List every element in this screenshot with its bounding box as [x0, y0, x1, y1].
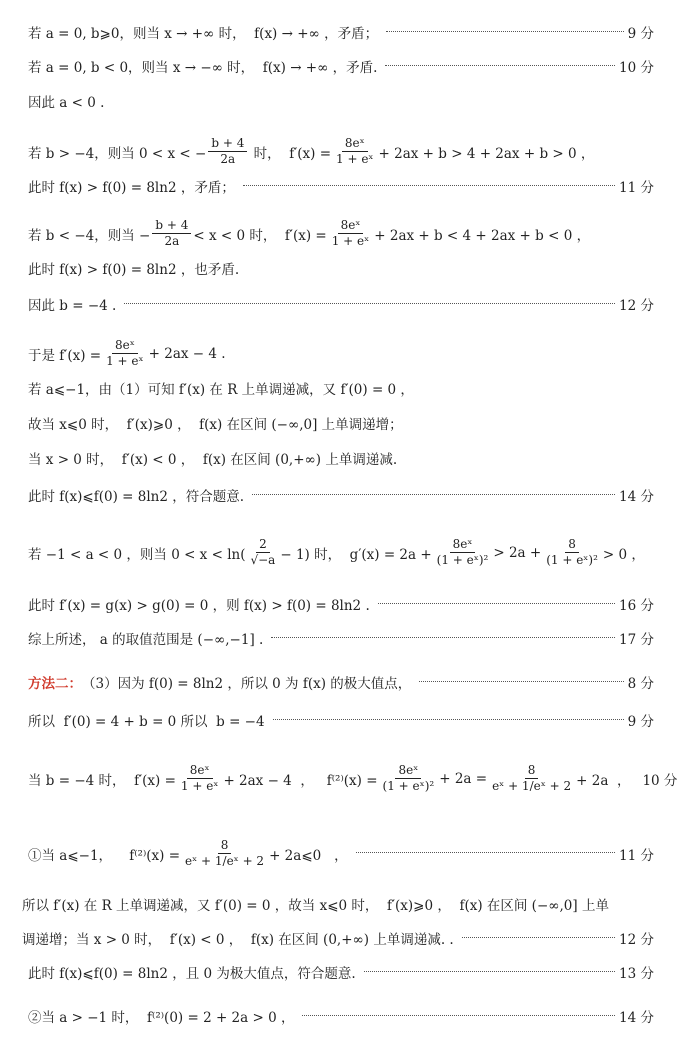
dot-leader — [364, 970, 615, 972]
line-text: 当 x > 0 时， f′(x) < 0 ， f(x) 在区间 (0,+∞) 上单调递减. — [28, 452, 398, 468]
line-text: 故当 x⩽0 时， f′(x)⩾0 ， f(x) 在区间 (−∞,0] 上单调递增； — [28, 417, 403, 433]
fraction — [489, 763, 574, 794]
line-text: 因此 a < 0 . — [28, 95, 105, 111]
solution-line — [28, 710, 654, 730]
fraction-denominator: 1 + eˣ — [336, 152, 374, 166]
line-text: 此时 f(x) > f(0) = 8ln2 ，矛盾； — [28, 180, 235, 196]
dot-leader — [385, 64, 615, 66]
dot-leader — [273, 718, 624, 720]
fraction — [178, 763, 222, 794]
line-text: （3）因为 f(0) = 8ln2 ，所以 0 为 f(x) 的极大值点， — [82, 676, 412, 692]
line-text: > 2a + — [493, 544, 542, 561]
line-text: 此时 f(x) > f(0) = 8ln2 ，也矛盾. — [28, 262, 240, 278]
solution-line — [28, 537, 654, 568]
score-label: 9 分 — [627, 26, 654, 42]
score-label: 14 分 — [619, 1010, 654, 1026]
score-label: 12 分 — [619, 932, 654, 948]
dot-leader — [419, 680, 623, 682]
line-text: > 0 ， — [602, 546, 645, 563]
line-text: 所以 f′(x) 在 R 上单调递减，又 f′(0) = 0 ，故当 x⩽0 时， f′(x)⩾0 ， f(x) 在区间 (−∞,0] 上单 — [22, 898, 609, 914]
line-text: − 1) 时， g′(x) = 2a + — [280, 546, 432, 563]
line-text: + 2a⩽0 ， — [269, 847, 348, 864]
score-label: 10 分 — [642, 772, 678, 789]
line-text: 调递增；当 x > 0 时， f′(x) < 0 ， f(x) 在区间 (0,+∞) 上单调递减. . — [22, 932, 454, 948]
fraction-numerator: 8eˣ — [112, 338, 138, 354]
solution-line — [28, 176, 654, 196]
line-text: 当 b = −4 时， f′(x) = — [28, 772, 176, 789]
line-text: < x < 0 时， f′(x) = — [193, 227, 327, 244]
dot-leader — [271, 636, 615, 638]
dot-leader — [462, 936, 615, 938]
fraction-denominator: 1 + eˣ — [180, 779, 219, 793]
fraction-denominator: eˣ + 1/eˣ + 2 — [185, 854, 265, 868]
score-label: 10 分 — [619, 60, 654, 76]
solution-line — [28, 448, 654, 468]
fraction — [182, 838, 267, 869]
fraction-numerator: 8eˣ — [342, 136, 368, 152]
fraction — [152, 218, 191, 249]
fraction — [208, 136, 247, 167]
solution-line — [28, 962, 654, 982]
fraction-numerator: 2 — [256, 537, 270, 553]
line-text: + 2ax + b < 4 + 2ax + b < 0 ， — [374, 227, 591, 244]
line-text: ②当 a > −1 时， f⁽²⁾(0) = 2 + 2a > 0 ， — [28, 1010, 295, 1026]
line-text: 若 −1 < a < 0 ，则当 0 < x < ln( — [28, 546, 246, 563]
fraction-denominator: 2a — [220, 152, 236, 166]
score-label: 11 分 — [619, 847, 654, 864]
fraction-numerator: 8eˣ — [395, 763, 421, 779]
line-text: 若 b < −4，则当 − — [28, 227, 151, 244]
fraction — [333, 136, 377, 167]
dot-leader — [386, 30, 624, 32]
fraction-numerator: 8 — [565, 537, 579, 553]
dot-leader — [243, 184, 615, 186]
solution-line — [28, 763, 678, 794]
score-label: 11 分 — [619, 180, 654, 196]
line-text: 因此 b = −4 . — [28, 298, 117, 314]
score-label: 12 分 — [619, 298, 654, 314]
line-text: 所以 f′(0) = 4 + b = 0 所以 b = −4 — [28, 714, 265, 730]
solution-line — [22, 928, 654, 948]
fraction — [103, 338, 147, 369]
fraction-numerator: 8eˣ — [450, 537, 476, 553]
solution-line — [28, 413, 654, 433]
solution-line — [28, 628, 654, 648]
fraction — [329, 218, 373, 249]
line-text: 若 a⩽−1，由（1）可知 f′(x) 在 R 上单调递减，又 f′(0) = 0 ， — [28, 382, 414, 398]
fraction — [543, 537, 601, 568]
fraction-denominator: 2a — [164, 234, 180, 248]
fraction-denominator: 1 + eˣ — [106, 354, 144, 368]
line-text: 此时 f(x)⩽f(0) = 8ln2 ，符合题意. — [28, 489, 245, 505]
line-text: 若 a = 0, b < 0，则当 x → −∞ 时， f(x) → +∞ ，矛盾. — [28, 60, 378, 76]
line-text: + 2ax + b > 4 + 2ax + b > 0 ， — [378, 145, 595, 162]
fraction-numerator: 8 — [218, 838, 232, 854]
solution-line — [28, 378, 654, 398]
line-text: + 2a = — [439, 770, 488, 787]
fraction-denominator: (1 + eˣ)² — [382, 779, 435, 793]
line-text: 时， f′(x) = — [249, 145, 332, 162]
line-text: 此时 f(x)⩽f(0) = 8ln2 ，且 0 为极大值点，符合题意. — [28, 966, 356, 982]
score-label: 17 分 — [619, 632, 654, 648]
score-label: 13 分 — [619, 966, 654, 982]
solution-line — [28, 136, 654, 167]
line-text: 于是 f′(x) = — [28, 347, 102, 364]
solution-line — [28, 294, 654, 314]
line-text: + 2a ， — [576, 772, 631, 789]
dot-leader — [356, 851, 615, 853]
solution-line — [28, 56, 654, 76]
fraction-denominator: (1 + eˣ)² — [436, 553, 489, 567]
solution-line — [28, 672, 654, 692]
solution-line — [28, 1006, 654, 1026]
fraction-numerator: b + 4 — [152, 218, 191, 234]
solution-line — [22, 894, 654, 914]
solution-line — [28, 485, 654, 505]
solution-line — [28, 22, 654, 42]
dot-leader — [378, 602, 615, 604]
fraction — [247, 537, 278, 568]
score-label: 14 分 — [619, 489, 654, 505]
fraction-numerator: b + 4 — [208, 136, 247, 152]
fraction-denominator: 1 + eˣ — [331, 234, 370, 248]
score-label: 9 分 — [627, 714, 654, 730]
fraction-numerator: 8 — [525, 763, 539, 779]
score-label: 16 分 — [619, 598, 654, 614]
line-text: + 2ax − 4 . — [148, 345, 226, 362]
solution-line — [28, 594, 654, 614]
solution-line — [28, 838, 654, 869]
fraction-numerator: 8eˣ — [338, 218, 364, 234]
method-label: 方法二： — [28, 676, 82, 692]
line-text: 综上所述， a 的取值范围是 (−∞,−1] . — [28, 632, 264, 648]
fraction — [380, 763, 438, 794]
line-text: 若 a = 0, b⩾0，则当 x → +∞ 时， f(x) → +∞ ，矛盾； — [28, 26, 379, 42]
solution-line — [28, 91, 654, 111]
solution-line — [28, 338, 654, 369]
dot-leader — [252, 493, 615, 495]
dot-leader — [124, 302, 615, 304]
score-label: 8 分 — [627, 676, 654, 692]
solution-line — [28, 258, 654, 278]
fraction-numerator: 8eˣ — [187, 763, 213, 779]
fraction-denominator: eˣ + 1/eˣ + 2 — [492, 779, 572, 793]
fraction-denominator: √−a — [250, 553, 276, 567]
solution-line — [28, 218, 654, 249]
fraction-denominator: (1 + eˣ)² — [546, 553, 598, 567]
line-text: + 2ax − 4 ， f⁽²⁾(x) = — [223, 772, 378, 789]
line-text: 若 b > −4，则当 0 < x < − — [28, 145, 207, 162]
line-text: ①当 a⩽−1， f⁽²⁾(x) = — [28, 847, 181, 864]
fraction — [434, 537, 492, 568]
line-text: 此时 f′(x) = g(x) > g(0) = 0 ，则 f(x) > f(0) = 8ln2 . — [28, 598, 370, 614]
dot-leader — [302, 1014, 615, 1016]
